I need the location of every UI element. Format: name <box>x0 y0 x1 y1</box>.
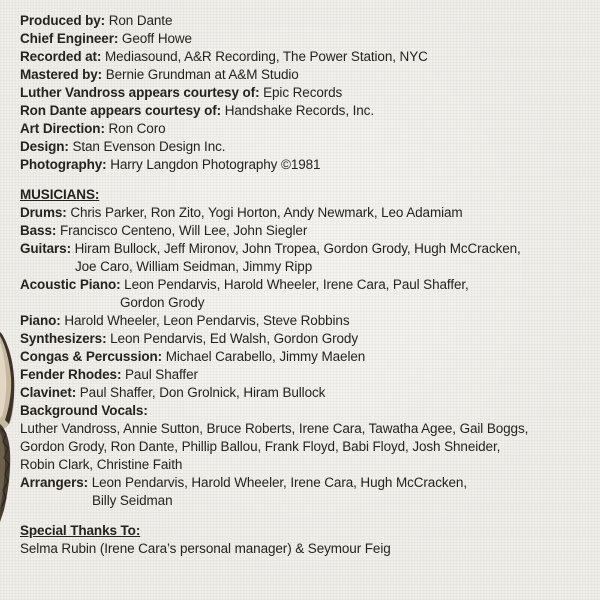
musician-names: Leon Pendarvis, Ed Walsh, Gordon Grody <box>110 331 358 346</box>
credit-label: Produced by: <box>20 13 106 28</box>
credit-label: Art Direction: <box>20 121 105 136</box>
musician-names: Chris Parker, Ron Zito, Yogi Horton, Andy Newmark, Leo Adamiam <box>70 205 463 220</box>
musician-line-acoustic-piano <box>20 276 590 294</box>
credit-label: Mastered by: <box>20 67 103 82</box>
credit-label: Recorded at: <box>20 49 102 64</box>
credit-line-design <box>20 138 590 156</box>
instrument-label: Fender Rhodes: <box>20 367 122 382</box>
special-thanks-names: Selma Rubin (Irene Cara’s personal manager) & Seymour Feig <box>20 541 391 556</box>
instrument-label: Synthesizers: <box>20 331 107 346</box>
background-vocals-names-3: Robin Clark, Christine Faith <box>20 457 183 472</box>
credit-value: Handshake Records, Inc. <box>224 103 374 118</box>
musician-line-piano <box>20 312 590 330</box>
special-thanks-heading: Special Thanks To: <box>20 523 141 538</box>
instrument-label: Drums: <box>20 205 67 220</box>
credit-value: Stan Evenson Design Inc. <box>72 139 226 154</box>
musician-line-arrangers-cont: Billy Seidman <box>92 493 173 508</box>
musician-names: Francisco Centeno, Will Lee, John Siegler <box>59 223 308 238</box>
musicians-heading: MUSICIANS: <box>20 187 100 202</box>
background-vocals-names-2: Gordon Grody, Ron Dante, Phillip Ballou, Frank Floyd, Babi Floyd, Josh Shneider, <box>20 439 501 454</box>
credit-label: Design: <box>20 139 69 154</box>
musician-names: Hiram Bullock, Jeff Mironov, John Tropea, Gordon Grody, Hugh McCracken, <box>74 241 521 256</box>
credit-line-chief-engineer <box>20 30 590 48</box>
musician-line-synthesizers <box>20 330 590 348</box>
instrument-label: Guitars: <box>20 241 71 256</box>
photo-edge-fragment <box>0 332 18 524</box>
musician-names: Michael Carabello, Jimmy Maelen <box>165 349 366 364</box>
musician-names: Paul Shaffer, Don Grolnick, Hiram Bullock <box>79 385 326 400</box>
instrument-label: Background Vocals: <box>20 403 148 418</box>
credit-line-mastered-by <box>20 66 590 84</box>
credit-value: Epic Records <box>263 85 343 100</box>
credit-line-produced-by <box>20 12 590 30</box>
musicians-block <box>20 186 590 510</box>
musician-line-congas-percussion <box>20 348 590 366</box>
instrument-label: Congas & Percussion: <box>20 349 163 364</box>
credits-content <box>20 12 590 558</box>
musician-names: Harold Wheeler, Leon Pendarvis, Steve Robbins <box>64 313 350 328</box>
credit-line-dante-courtesy <box>20 102 590 120</box>
background-vocals-names-1: Luther Vandross, Annie Sutton, Bruce Roberts, Irene Cara, Tawatha Agee, Gail Boggs, <box>20 421 529 436</box>
credit-value: Mediasound, A&R Recording, The Power Station, NYC <box>104 49 428 64</box>
musician-names: Leon Pendarvis, Harold Wheeler, Irene Cara, Hugh McCracken, <box>91 475 467 490</box>
instrument-label: Piano: <box>20 313 61 328</box>
musician-line-bass <box>20 222 590 240</box>
credit-value: Harry Langdon Photography ©1981 <box>110 157 321 172</box>
instrument-label: Acoustic Piano: <box>20 277 121 292</box>
musician-names: Leon Pendarvis, Harold Wheeler, Irene Cara, Paul Shaffer, <box>124 277 469 292</box>
instrument-label: Arrangers: <box>20 475 89 490</box>
musician-line-fender-rhodes <box>20 366 590 384</box>
credit-value: Ron Dante <box>108 13 173 28</box>
credit-label: Ron Dante appears courtesy of: <box>20 103 222 118</box>
credit-label: Photography: <box>20 157 107 172</box>
musician-line-guitars <box>20 240 590 258</box>
musician-line-clavinet <box>20 384 590 402</box>
musician-line-acoustic-piano-cont: Gordon Grody <box>120 295 205 310</box>
instrument-label: Clavinet: <box>20 385 77 400</box>
musician-names: Paul Shaffer <box>125 367 198 382</box>
musician-line-guitars-cont: Joe Caro, William Seidman, Jimmy Ripp <box>75 259 313 274</box>
credit-line-recorded-at <box>20 48 590 66</box>
musician-line-drums <box>20 204 590 222</box>
musician-line-background-vocals-label <box>20 402 590 420</box>
credit-line-art-direction <box>20 120 590 138</box>
credit-line-vandross-courtesy <box>20 84 590 102</box>
credit-line-photography <box>20 156 590 174</box>
credit-value: Ron Coro <box>108 121 166 136</box>
musician-line-arrangers <box>20 474 590 492</box>
credit-value: Bernie Grundman at A&M Studio <box>105 67 299 82</box>
credit-label: Chief Engineer: <box>20 31 119 46</box>
production-credits-block <box>20 12 590 174</box>
instrument-label: Bass: <box>20 223 57 238</box>
credit-label: Luther Vandross appears courtesy of: <box>20 85 260 100</box>
special-thanks-block <box>20 522 590 558</box>
credit-value: Geoff Howe <box>121 31 192 46</box>
